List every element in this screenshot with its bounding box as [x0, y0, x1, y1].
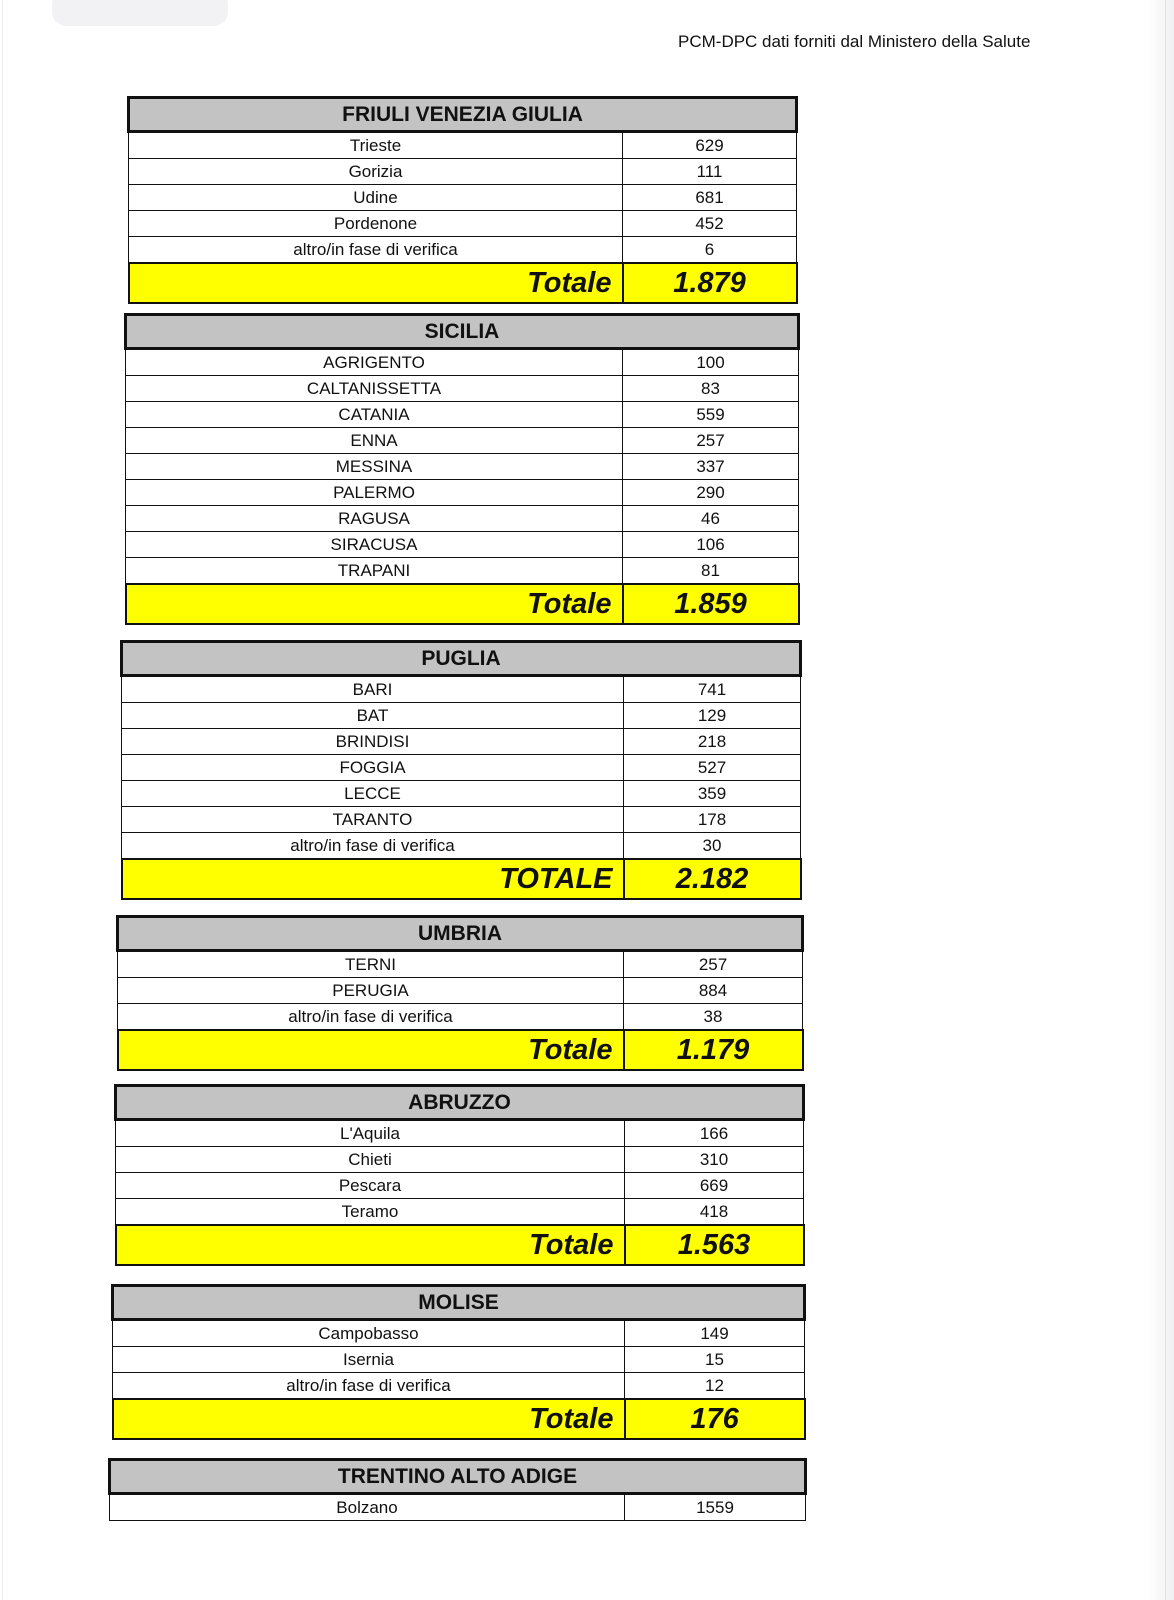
province-count: 337 — [623, 454, 799, 480]
province-row — [116, 1147, 804, 1173]
province-name: SIRACUSA — [126, 532, 623, 558]
region-title: FRIULI VENEZIA GIULIA — [129, 98, 797, 132]
province-count: 310 — [625, 1147, 804, 1173]
total-label: Totale — [118, 1030, 624, 1070]
province-name: ENNA — [126, 428, 623, 454]
province-row — [126, 506, 799, 532]
province-count: 15 — [625, 1347, 805, 1373]
province-row — [129, 159, 797, 185]
province-count: 46 — [623, 506, 799, 532]
province-name: FOGGIA — [122, 755, 624, 781]
province-row — [116, 1120, 804, 1147]
total-value: 1.859 — [623, 584, 799, 624]
province-name: Chieti — [116, 1147, 625, 1173]
province-row — [113, 1373, 805, 1400]
region-title: TRENTINO ALTO ADIGE — [110, 1460, 806, 1494]
page-left-edge — [2, 0, 3, 1600]
province-count: 38 — [624, 1004, 803, 1031]
province-name: Trieste — [129, 132, 623, 159]
province-name: Bolzano — [110, 1494, 625, 1521]
province-name: RAGUSA — [126, 506, 623, 532]
total-row — [126, 584, 799, 624]
total-row — [113, 1399, 805, 1439]
total-label: Totale — [129, 263, 623, 303]
province-name: Teramo — [116, 1199, 625, 1226]
region-title: UMBRIA — [118, 917, 803, 951]
province-count: 257 — [624, 951, 803, 978]
province-count: 149 — [625, 1320, 805, 1347]
province-count: 741 — [624, 676, 801, 703]
region-title: ABRUZZO — [116, 1086, 804, 1120]
region-table-molise — [111, 1284, 806, 1440]
province-row — [126, 480, 799, 506]
province-count: 6 — [623, 237, 797, 264]
province-row — [122, 729, 801, 755]
province-row — [118, 978, 803, 1004]
province-name: LECCE — [122, 781, 624, 807]
region-table-puglia — [120, 640, 802, 900]
total-row — [122, 859, 801, 899]
province-count: 30 — [624, 833, 801, 860]
province-name: altro/in fase di verifica — [129, 237, 623, 264]
total-value: 1.563 — [625, 1225, 804, 1265]
region-title: SICILIA — [126, 315, 799, 349]
province-count: 106 — [623, 532, 799, 558]
province-row — [126, 558, 799, 585]
province-row — [118, 951, 803, 978]
province-count: 629 — [623, 132, 797, 159]
province-name: TARANTO — [122, 807, 624, 833]
province-row — [116, 1173, 804, 1199]
province-count: 12 — [625, 1373, 805, 1400]
province-count: 884 — [624, 978, 803, 1004]
province-count: 418 — [625, 1199, 804, 1226]
total-label: Totale — [113, 1399, 625, 1439]
total-value: 2.182 — [624, 859, 801, 899]
province-row — [126, 428, 799, 454]
province-row — [122, 833, 801, 860]
province-name: BRINDISI — [122, 729, 624, 755]
province-name: altro/in fase di verifica — [118, 1004, 624, 1031]
province-name: CATANIA — [126, 402, 623, 428]
page-right-edge — [1165, 0, 1166, 1600]
total-value: 1.179 — [624, 1030, 803, 1070]
province-name: CALTANISSETTA — [126, 376, 623, 402]
province-row — [116, 1199, 804, 1226]
province-count: 1559 — [625, 1494, 806, 1521]
region-title: PUGLIA — [122, 642, 801, 676]
province-row — [129, 185, 797, 211]
province-name: TERNI — [118, 951, 624, 978]
province-name: AGRIGENTO — [126, 349, 623, 376]
province-count: 669 — [625, 1173, 804, 1199]
province-count: 452 — [623, 211, 797, 237]
province-count: 359 — [624, 781, 801, 807]
province-name: TRAPANI — [126, 558, 623, 585]
province-row — [122, 781, 801, 807]
province-name: altro/in fase di verifica — [122, 833, 624, 860]
total-value: 176 — [625, 1399, 805, 1439]
region-table-friuli-venezia-giulia — [127, 96, 798, 304]
province-count: 178 — [624, 807, 801, 833]
province-name: BAT — [122, 703, 624, 729]
province-row — [129, 132, 797, 159]
region-title: MOLISE — [113, 1286, 805, 1320]
total-label: Totale — [126, 584, 623, 624]
province-count: 527 — [624, 755, 801, 781]
province-row — [113, 1347, 805, 1373]
province-name: PERUGIA — [118, 978, 624, 1004]
page-right-shadow — [1148, 0, 1174, 1600]
province-count: 290 — [623, 480, 799, 506]
province-count: 559 — [623, 402, 799, 428]
province-row — [122, 703, 801, 729]
province-row — [126, 402, 799, 428]
province-name: PALERMO — [126, 480, 623, 506]
province-row — [126, 532, 799, 558]
province-name: Campobasso — [113, 1320, 625, 1347]
province-row — [118, 1004, 803, 1031]
province-name: Pordenone — [129, 211, 623, 237]
province-count: 166 — [625, 1120, 804, 1147]
province-row — [129, 211, 797, 237]
region-table-sicilia — [124, 313, 800, 625]
province-count: 100 — [623, 349, 799, 376]
province-count: 681 — [623, 185, 797, 211]
province-row — [122, 807, 801, 833]
region-table-abruzzo — [114, 1084, 805, 1266]
province-row — [110, 1494, 806, 1521]
province-count: 111 — [623, 159, 797, 185]
province-name: altro/in fase di verifica — [113, 1373, 625, 1400]
province-count: 257 — [623, 428, 799, 454]
province-name: Isernia — [113, 1347, 625, 1373]
total-row — [129, 263, 797, 303]
total-label: Totale — [116, 1225, 625, 1265]
province-name: MESSINA — [126, 454, 623, 480]
province-count: 218 — [624, 729, 801, 755]
region-table-trentino-alto-adige — [108, 1458, 807, 1521]
browser-tab-placeholder — [52, 0, 228, 26]
province-name: L'Aquila — [116, 1120, 625, 1147]
total-row — [116, 1225, 804, 1265]
province-row — [126, 376, 799, 402]
province-row — [129, 237, 797, 264]
region-table-umbria — [116, 915, 804, 1071]
province-name: Pescara — [116, 1173, 625, 1199]
total-row — [118, 1030, 803, 1070]
province-count: 83 — [623, 376, 799, 402]
province-row — [113, 1320, 805, 1347]
province-count: 81 — [623, 558, 799, 585]
total-value: 1.879 — [623, 263, 797, 303]
province-row — [122, 755, 801, 781]
province-row — [126, 454, 799, 480]
province-name: Udine — [129, 185, 623, 211]
province-name: Gorizia — [129, 159, 623, 185]
total-label: TOTALE — [122, 859, 624, 899]
province-row — [122, 676, 801, 703]
source-note: PCM-DPC dati forniti dal Ministero della Salute — [678, 32, 1031, 51]
province-count: 129 — [624, 703, 801, 729]
province-name: BARI — [122, 676, 624, 703]
province-row — [126, 349, 799, 376]
